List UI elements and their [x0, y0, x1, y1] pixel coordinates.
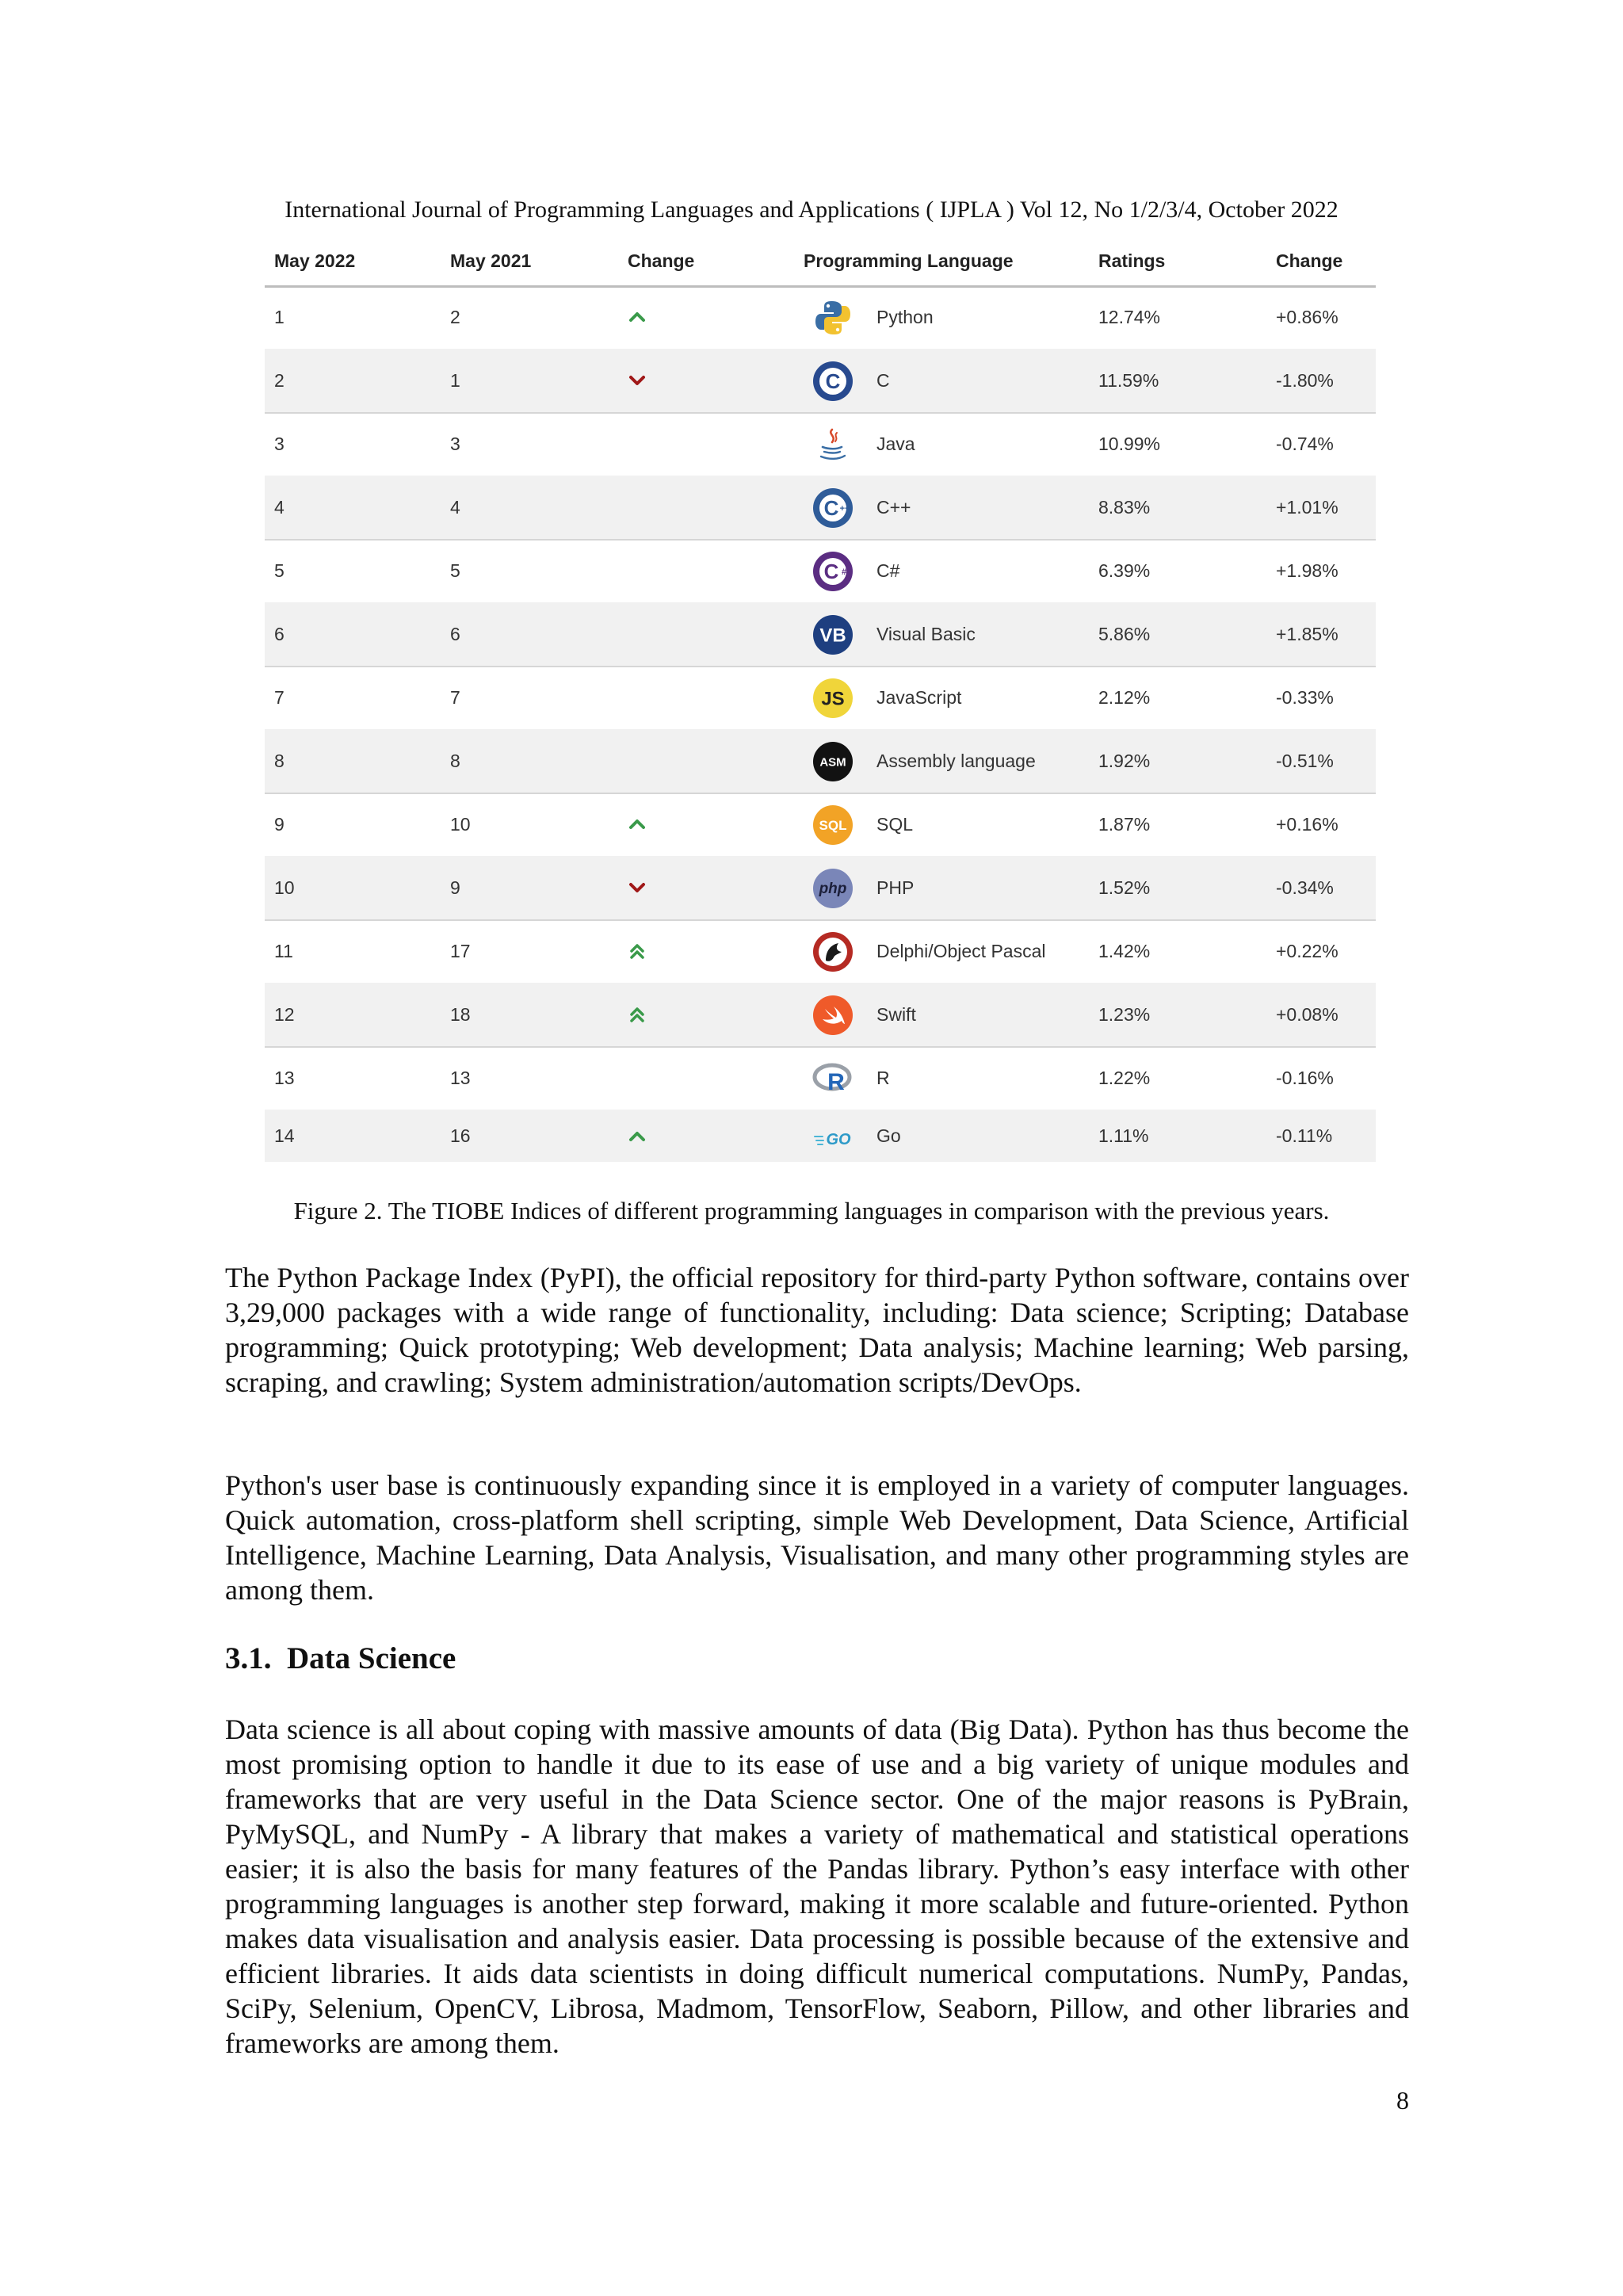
rank-may-2021: 7	[450, 687, 460, 708]
table-row	[265, 793, 1376, 858]
rank-may-2021: 4	[450, 497, 460, 518]
table-row	[265, 539, 1376, 604]
rating-value: 1.52%	[1098, 877, 1151, 898]
trend-double-up-icon	[628, 1005, 647, 1024]
language-name: JavaScript	[876, 687, 962, 708]
java-logo-icon	[812, 423, 854, 466]
rank-may-2022: 13	[274, 1068, 295, 1088]
svg-text:#: #	[841, 567, 847, 577]
table-row	[265, 412, 1376, 477]
figure-caption: Figure 2. The TIOBE Indices of different programming languages in comparison with the previous years.	[293, 1197, 1330, 1224]
rating-change: +0.08%	[1276, 1004, 1338, 1025]
rank-may-2021: 10	[450, 814, 471, 835]
language-name: Swift	[876, 1004, 916, 1025]
php-logo-icon	[812, 867, 854, 910]
rank-may-2022: 7	[274, 687, 285, 708]
rating-change: -1.80%	[1276, 370, 1334, 391]
svg-text:php: php	[819, 881, 847, 897]
language-name: C	[876, 370, 890, 391]
rating-change: +0.86%	[1276, 307, 1338, 327]
svg-text:SQL: SQL	[819, 818, 847, 834]
rank-may-2021: 3	[450, 434, 460, 454]
vb-logo-icon	[812, 613, 854, 656]
rating-change: -0.34%	[1276, 877, 1334, 898]
language-name: SQL	[876, 814, 914, 835]
r-logo-icon	[812, 1057, 854, 1100]
rank-may-2021: 5	[450, 560, 460, 581]
rank-may-2022: 3	[274, 434, 285, 454]
section-title: Data Science	[287, 1641, 456, 1675]
rating-change: +1.98%	[1276, 560, 1338, 581]
rank-may-2022: 10	[274, 877, 295, 898]
rating-value: 11.59%	[1098, 370, 1159, 391]
language-name: PHP	[876, 877, 915, 898]
delphi-logo-icon	[812, 930, 854, 973]
language-name: Assembly language	[876, 751, 1036, 771]
table-row	[265, 666, 1376, 731]
body-paragraph-data-science: Data science is all about coping with massive amounts of data (Big Data). Python has thus become the most promising option to handle it due to its ease of use and a big variety of unique modules and frameworks that are very useful in the Data Science sector. One of the major reasons is PyBrain, PyMySQL, and NumPy - A library that makes a variety of mathematical and statistical operations easier; it is also the basis for many features of the Pandas library. Python’s easy interface with other programming languages is another step forward, making it more scalable and future-oriented. Python makes data visualisation and analysis easier. Data processing is possible because of the extensive and efficient libraries. It aids data scientists in doing difficult numerical computations. NumPy, Pandas, SciPy, Selenium, OpenCV, Librosa, Madmom, TensorFlow, Seaborn, Pillow, and other libraries and frameworks are among them.	[225, 1713, 1409, 2059]
rating-value: 1.23%	[1098, 1004, 1151, 1025]
rank-may-2021: 6	[450, 624, 460, 644]
tiobe-table	[265, 241, 1376, 1162]
cpp-logo-icon	[812, 487, 854, 529]
table-row	[265, 285, 1376, 350]
asm-logo-icon	[812, 740, 854, 783]
language-name: C++	[876, 497, 911, 518]
rank-may-2022: 14	[274, 1125, 295, 1146]
rating-value: 6.39%	[1098, 560, 1151, 581]
rank-may-2022: 1	[274, 307, 285, 327]
column-header-may-2021: May 2021	[450, 250, 532, 271]
rating-value: 1.87%	[1098, 814, 1151, 835]
rating-change: +0.22%	[1276, 941, 1338, 961]
rating-change: +1.85%	[1276, 624, 1338, 644]
rank-may-2022: 4	[274, 497, 285, 518]
svg-text:GO: GO	[826, 1131, 851, 1148]
rank-may-2022: 6	[274, 624, 285, 644]
language-name: C#	[876, 560, 900, 581]
python-logo-icon	[812, 296, 854, 339]
table-row	[265, 1046, 1376, 1111]
body-paragraph-pypi: The Python Package Index (PyPI), the official repository for third-party Python software, contains over 3,29,000 packages with a wide range of functionality, including: Data science; Scripting; Database programming; Quick prototyping; Web development; Data analysis; Machine learning; Web parsing, scraping, and crawling; System administration/automation scripts/DevOps.	[225, 1262, 1409, 1398]
svg-text:++: ++	[839, 504, 850, 514]
table-row	[265, 1110, 1376, 1162]
rank-may-2022: 2	[274, 370, 285, 391]
language-name: Visual Basic	[876, 624, 976, 644]
column-header-change-percent: Change	[1276, 250, 1343, 271]
table-header	[265, 241, 1376, 288]
svg-text:ASM: ASM	[819, 755, 846, 770]
rating-change: -0.74%	[1276, 434, 1334, 454]
rating-value: 12.74%	[1098, 307, 1161, 327]
rank-may-2021: 16	[450, 1125, 471, 1146]
rank-may-2021: 9	[450, 877, 460, 898]
rating-value: 2.12%	[1098, 687, 1151, 708]
table-row	[265, 983, 1376, 1048]
rank-may-2021: 2	[450, 307, 460, 327]
rating-value: 1.92%	[1098, 751, 1151, 771]
running-head: International Journal of Programming Languages and Applications ( IJPLA ) Vol 12, No 1/2/3/4, October 2022	[285, 197, 1338, 223]
rank-may-2022: 8	[274, 751, 285, 771]
rating-change: +1.01%	[1276, 497, 1338, 518]
rank-may-2022: 5	[274, 560, 285, 581]
rating-change: -0.16%	[1276, 1068, 1334, 1088]
rank-may-2021: 17	[450, 941, 471, 961]
trend-down-icon	[628, 371, 647, 390]
table-row	[265, 476, 1376, 541]
column-header-may-2022: May 2022	[274, 250, 356, 271]
rating-value: 1.42%	[1098, 941, 1151, 961]
rating-value: 8.83%	[1098, 497, 1151, 518]
svg-text:C: C	[825, 369, 841, 393]
section-number: 3.1.	[225, 1641, 272, 1675]
rating-change: -0.33%	[1276, 687, 1334, 708]
column-header-change: Change	[628, 250, 695, 271]
rating-change: -0.11%	[1276, 1125, 1333, 1146]
rating-value: 10.99%	[1098, 434, 1161, 454]
language-name: Java	[876, 434, 915, 454]
csharp-logo-icon	[812, 550, 854, 593]
rating-value: 1.11%	[1098, 1125, 1149, 1146]
table-row	[265, 856, 1376, 921]
go-logo-icon	[812, 1116, 854, 1159]
rank-may-2021: 18	[450, 1004, 471, 1025]
rank-may-2022: 11	[274, 941, 293, 961]
svg-text:JS: JS	[821, 688, 845, 710]
svg-text:C: C	[823, 560, 839, 583]
table-row	[265, 602, 1376, 667]
table-row	[265, 729, 1376, 794]
table-row	[265, 919, 1376, 984]
language-name: Delphi/Object Pascal	[876, 941, 1046, 961]
svg-text:C: C	[823, 496, 839, 520]
swift-logo-icon	[812, 994, 854, 1037]
language-name: Go	[876, 1125, 901, 1146]
page-number: 8	[1396, 2086, 1409, 2115]
trend-up-icon	[628, 1127, 647, 1146]
language-name: R	[876, 1068, 890, 1088]
rank-may-2021: 1	[450, 370, 460, 391]
svg-text:VB: VB	[819, 625, 846, 647]
column-header-ratings: Ratings	[1098, 250, 1166, 271]
trend-down-icon	[628, 878, 647, 897]
rating-change: -0.51%	[1276, 751, 1334, 771]
language-name: Python	[876, 307, 934, 327]
c-logo-icon	[812, 360, 854, 403]
trend-double-up-icon	[628, 942, 647, 961]
body-paragraph-user-base: Python's user base is continuously expanding since it is employed in a variety of computer languages. Quick automation, cross-platform shell scripting, simple Web Development, Data Science, Artificial Intelligence, Machine Learning, Data Analysis, Visualisation, and many other programming styles are among them.	[225, 1469, 1409, 1606]
table-row	[265, 349, 1376, 414]
rank-may-2021: 13	[450, 1068, 471, 1088]
svg-text:R: R	[827, 1069, 845, 1095]
trend-up-icon	[628, 815, 647, 834]
sql-logo-icon	[812, 804, 854, 846]
js-logo-icon	[812, 677, 854, 720]
column-header-programming-language: Programming Language	[804, 250, 1014, 271]
rating-value: 1.22%	[1098, 1068, 1151, 1088]
section-heading	[225, 1641, 456, 1676]
rank-may-2021: 8	[450, 751, 460, 771]
rank-may-2022: 9	[274, 814, 285, 835]
trend-up-icon	[628, 308, 647, 327]
rating-value: 5.86%	[1098, 624, 1151, 644]
rank-may-2022: 12	[274, 1004, 295, 1025]
rating-change: +0.16%	[1276, 814, 1338, 835]
